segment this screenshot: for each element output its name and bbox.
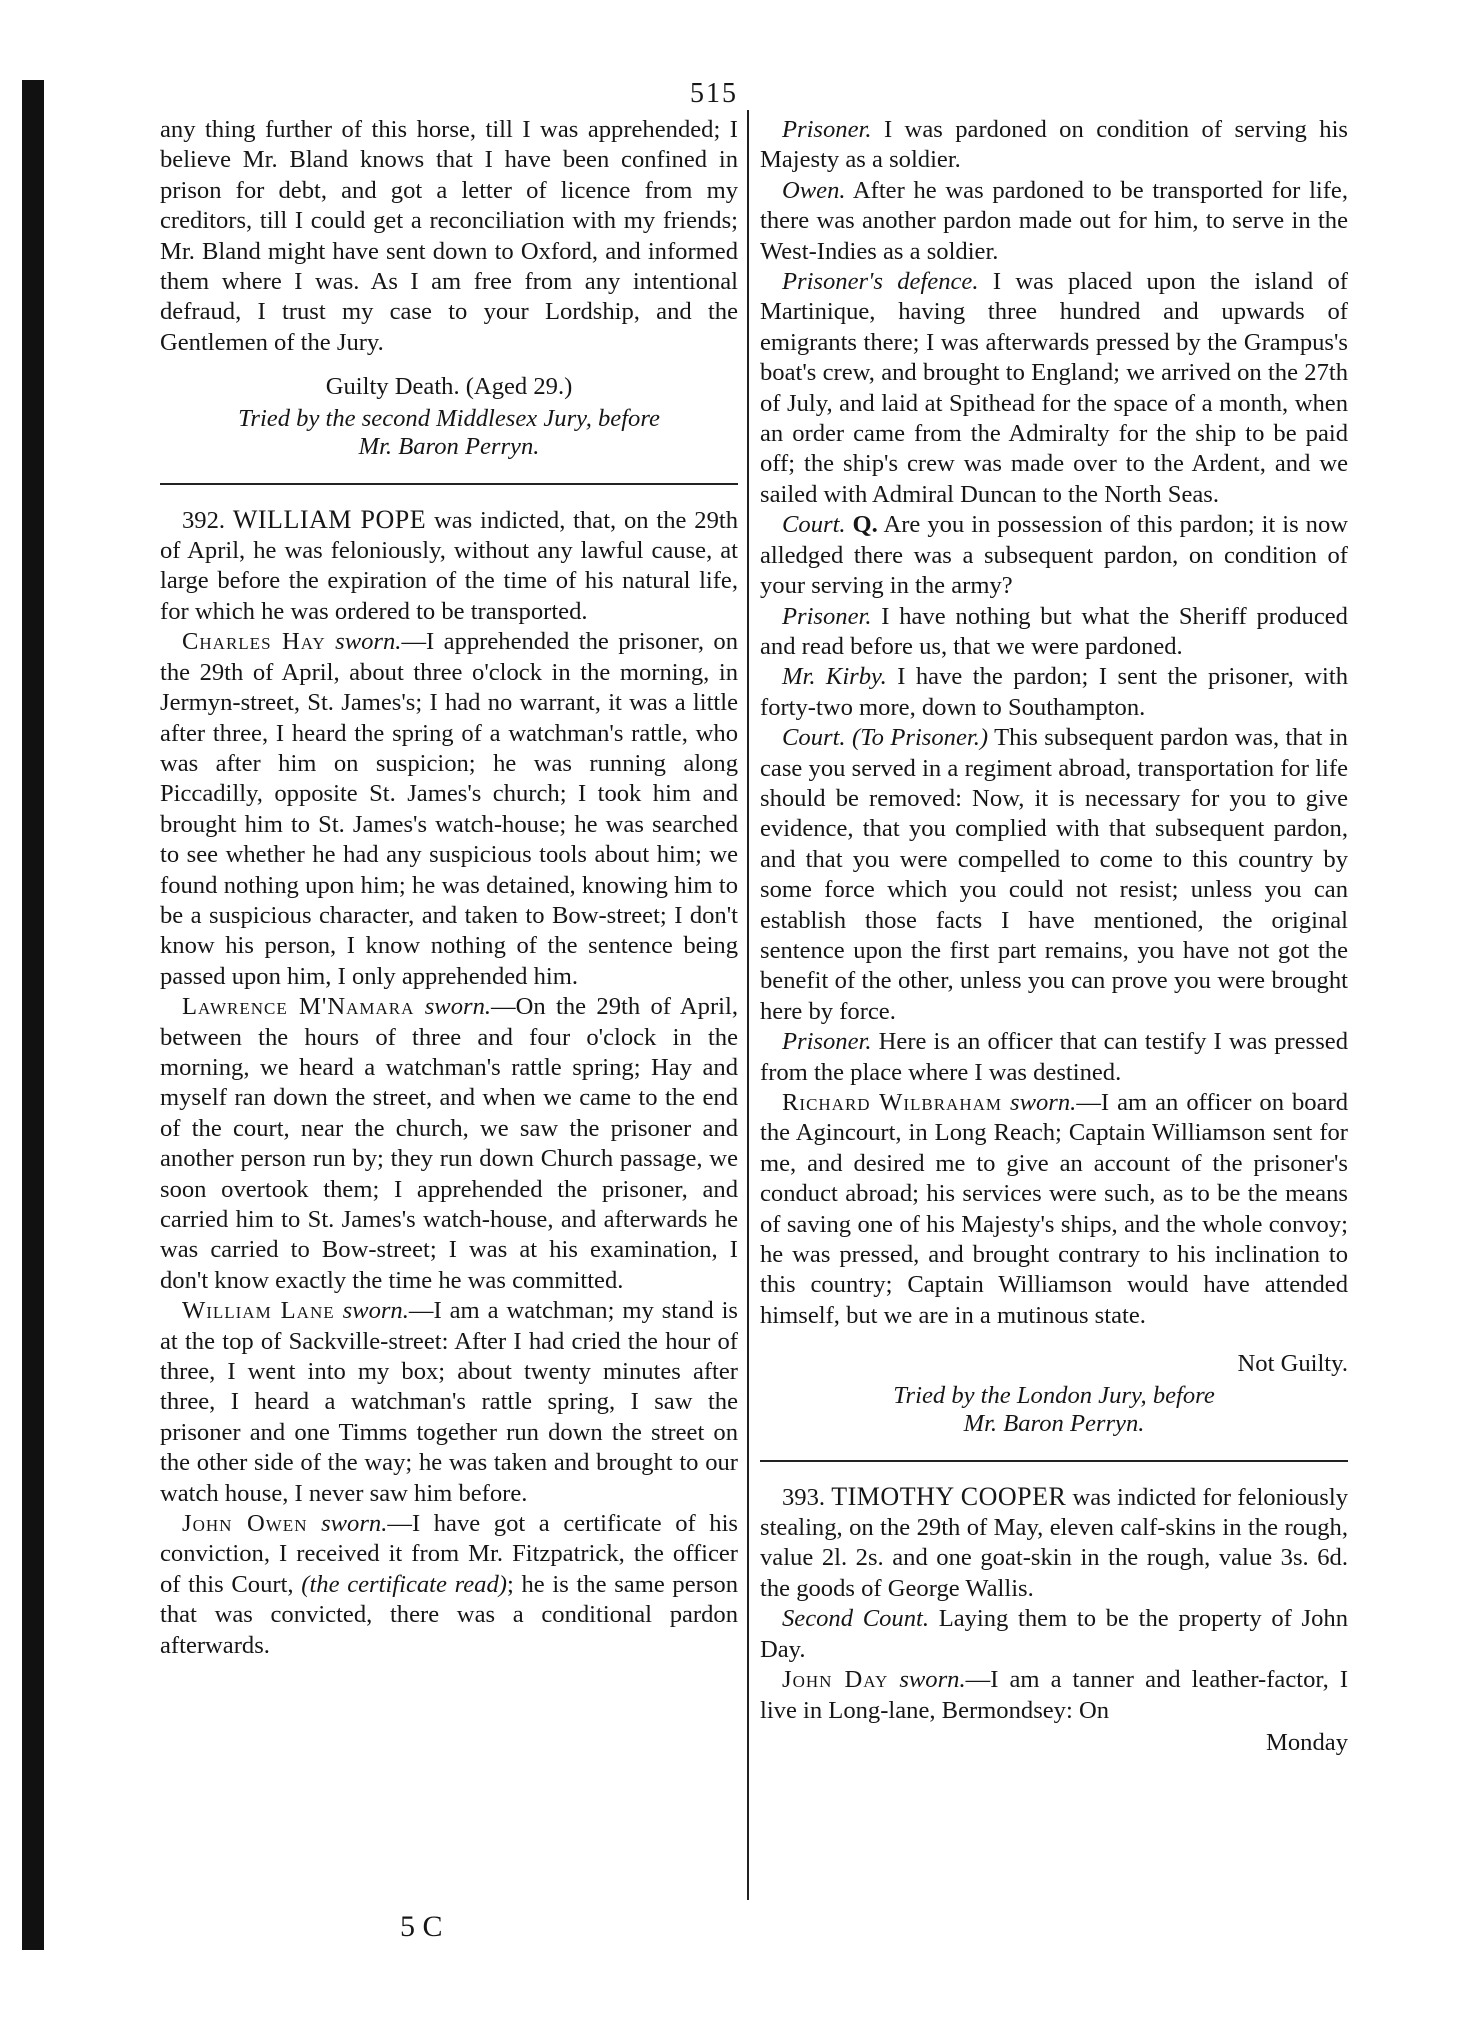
testimony-text: —I am a tanner and leather-factor, I live in Long-lane, Bermondsey: On [760, 1666, 1349, 1724]
testimony-owen [160, 1509, 738, 1661]
stage-direction: (the certificate read) [301, 1570, 507, 1598]
exchange-prisoner-2 [760, 602, 1348, 663]
count-label: Second Count. [782, 1605, 929, 1633]
testimony-day [760, 1665, 1348, 1726]
case-number: 392. [182, 506, 226, 534]
sworn-label: sworn. [899, 1666, 966, 1694]
question-marker: Q. [852, 511, 878, 539]
prisoner-defence [760, 267, 1348, 510]
testimony-text: —I am an officer on board the Agincourt, in Long Reach; Captain Williamson sent for me, and desired me to give an account of the prisoner's conduct abroad; his services were such, as to be the means of saving one of his Majesty's ships, and the whole convoy; he was pressed, and brought contrary to his inclination to this country; Captain Williamson would have attended himself, but we are in a mutinous state. [760, 1089, 1348, 1329]
speech-text: I have nothing but what the Sheriff produced and read before us, that we were pardoned. [760, 602, 1348, 660]
exchange-court-2 [760, 723, 1348, 1027]
testimony-text: —On the 29th of April, between the hours of three and four o'clock in the morning, we heard a watchman's rattle spring; Hay and myself ran down the street, and when we came to the end of the court, near the church, we saw the prisoner and another person run by; they run down Church passage, we soon overtook them; I apprehended the prisoner, and carried him to St. James's watch-house, and afterwards he was carried to Bow-street; I was at his examination, I don't know exactly the time he was committed. [160, 993, 738, 1294]
witness-name: John Day [782, 1666, 889, 1694]
sworn-label: sworn. [1010, 1089, 1077, 1116]
verdict-guilty: Guilty Death. (Aged 29.) [325, 373, 573, 401]
speech-text: Are you in possession of this pardon; it is now alledged there was a subsequent pardon, on condition of your serving in the army? [760, 511, 1348, 600]
tried-by-line: Tried by the London Jury, before [893, 1381, 1215, 1409]
case-393-heading [760, 1482, 1348, 1605]
testimony-wilbraham [760, 1088, 1348, 1331]
exchange-prisoner [760, 115, 1348, 176]
testimony-hay [160, 627, 738, 992]
column-rule [747, 110, 749, 1900]
speech-text: Here is an officer that can testify I was pressed from the place where I was destined. [760, 1028, 1348, 1086]
page-number: 515 [690, 78, 738, 109]
speaker-label: Owen. [782, 176, 846, 204]
printer-signature: 5 C [400, 1910, 443, 1943]
witness-name: Charles Hay [182, 628, 326, 656]
right-column [760, 115, 1348, 1758]
sworn-label: sworn. [424, 993, 492, 1021]
tried-by-judge: Mr. Baron Perryn. [358, 432, 540, 460]
speaker-label: Prisoner's defence. [782, 268, 979, 296]
witness-name: Richard Wilbraham [782, 1089, 1003, 1116]
exchange-owen [760, 176, 1348, 267]
exchange-court [760, 510, 1348, 601]
testimony-lane [160, 1296, 738, 1509]
page-edge-shadow [22, 80, 44, 1950]
second-count [760, 1604, 1348, 1665]
witness-name: William Lane [182, 1297, 335, 1325]
exchange-kirby [760, 662, 1348, 723]
case-separator [760, 1460, 1348, 1462]
testimony-text: —I am a watchman; my stand is at the top of Sackville-street: After I had cried the hour of three, I went into my box; about twenty minutes after three, I heard a watchman's rattle spring, I saw the prisoner and one Timms together run down the street on the other side of the way; he was taken and brought to our watch house, I never saw him before. [160, 1297, 739, 1507]
count-text: Laying them to be the property of John Day. [760, 1605, 1348, 1663]
speech-text: I have the pardon; I sent the prisoner, with forty-two more, down to Southampton. [760, 663, 1348, 721]
sworn-label: sworn. [335, 628, 402, 656]
defendant-name: TIMOTHY COOPER [831, 1481, 1067, 1511]
speaker-label: Prisoner. [782, 116, 872, 143]
speaker-label: Prisoner. [782, 602, 872, 630]
stage-direction: (To Prisoner.) [852, 724, 989, 752]
witness-name: Lawrence M'Namara [182, 993, 415, 1021]
verdict-not-guilty: Not Guilty. [1237, 1350, 1348, 1378]
speaker-label: Mr. Kirby. [782, 663, 887, 691]
testimony-text: —I apprehended the prisoner, on the 29th of April, about three o'clock in the morning, in Jermyn-street, St. James's; I had no warrant, it was a little after three, I heard the spring of a watchman's rattle, who was after him on suspicion; he was running along Piccadilly, opposite St. James's church; I took him and brought him to St. James's watch-house; he was searched to see whether he had any suspicious tools about him; we found nothing upon him; he was detained, knowing him to be a suspicious character, and taken to Bow-street; I don't know his person, I know nothing of the sentence being passed upon him, I only apprehended him. [160, 628, 738, 990]
case-separator [160, 483, 738, 485]
sworn-label: sworn. [321, 1510, 388, 1538]
speech-text: This subsequent pardon was, that in case you served in a regiment abroad, transportation for life should be removed: Now, it is necessary for you to give evidence, that you complied with that subsequent pardon, and that you were compelled to come to this country by some force which you could not resist; unless you can establish those facts I have mentioned, the original sentence upon the first part remains, you have not got the benefit of the other, unless you can prove you were brought here by force. [760, 724, 1348, 1025]
speaker-label: Court. [782, 511, 846, 539]
speaker-label: Court. [782, 724, 846, 752]
indictment-text: was indicted for feloniously stealing, on the 29th of May, eleven calf-skins in the rough, value 2l. 2s. and one goat-skin in the rough, value 3s. 6d. the goods of George Wallis. [760, 1483, 1348, 1602]
tried-by-line: Tried by the second Middlesex Jury, before [238, 404, 660, 432]
testimony-text: —I have got a certificate of his conviction, I received it from Mr. Fitzpatrick, the officer of this Court, [160, 1510, 738, 1598]
speaker-label: Prisoner. [782, 1028, 872, 1056]
paragraph-continuation: any thing further of this horse, till I was apprehended; I believe Mr. Bland knows that I have been confined in prison for debt, and got a letter of licence from my creditors, till I could get a reconciliation with my friends; Mr. Bland might have sent down to Oxford, and informed them where I was. As I am free from any intentional defraud, I trust my case to your Lordship, and the Gentlemen of the Jury. [160, 116, 738, 356]
indictment-text: was indicted, that, on the 29th of April, he was feloniously, without any lawful cause, at large before the expiration of the time of his natural life, for which he was ordered to be transported. [160, 506, 738, 625]
exchange-prisoner-3 [760, 1027, 1348, 1088]
speech-text: I was pardoned on condition of serving his Majesty as a soldier. [760, 116, 1348, 174]
testimony-text: ; he is the same person that was convicted, there was a conditional pardon afterwards. [160, 1570, 738, 1659]
case-number: 393. [782, 1483, 826, 1511]
catchword: Monday [1266, 1728, 1348, 1756]
testimony-mnamara [160, 992, 738, 1296]
tried-by-judge: Mr. Baron Perryn. [963, 1409, 1145, 1437]
defendant-name: WILLIAM POPE [232, 504, 427, 534]
speech-text: I was placed upon the island of Martinique, having three hundred and upwards of emigrants there; I was afterwards pressed by the Grampus's boat's crew, and brought to England; we arrived on the 27th of July, and laid at Spithead for the space of a month, when an order came from the Admiralty for the ship to be paid off; the ship's crew was made over to the Ardent, and we sailed with Admiral Duncan to the North Seas. [760, 268, 1348, 508]
case-392-heading [160, 505, 738, 628]
witness-name: John Owen [182, 1510, 308, 1538]
sworn-label: sworn. [342, 1297, 409, 1325]
left-column [160, 115, 738, 1661]
speech-text: After he was pardoned to be transported for life, there was another pardon made out for him, to serve in the West-Indies as a soldier. [760, 176, 1348, 265]
